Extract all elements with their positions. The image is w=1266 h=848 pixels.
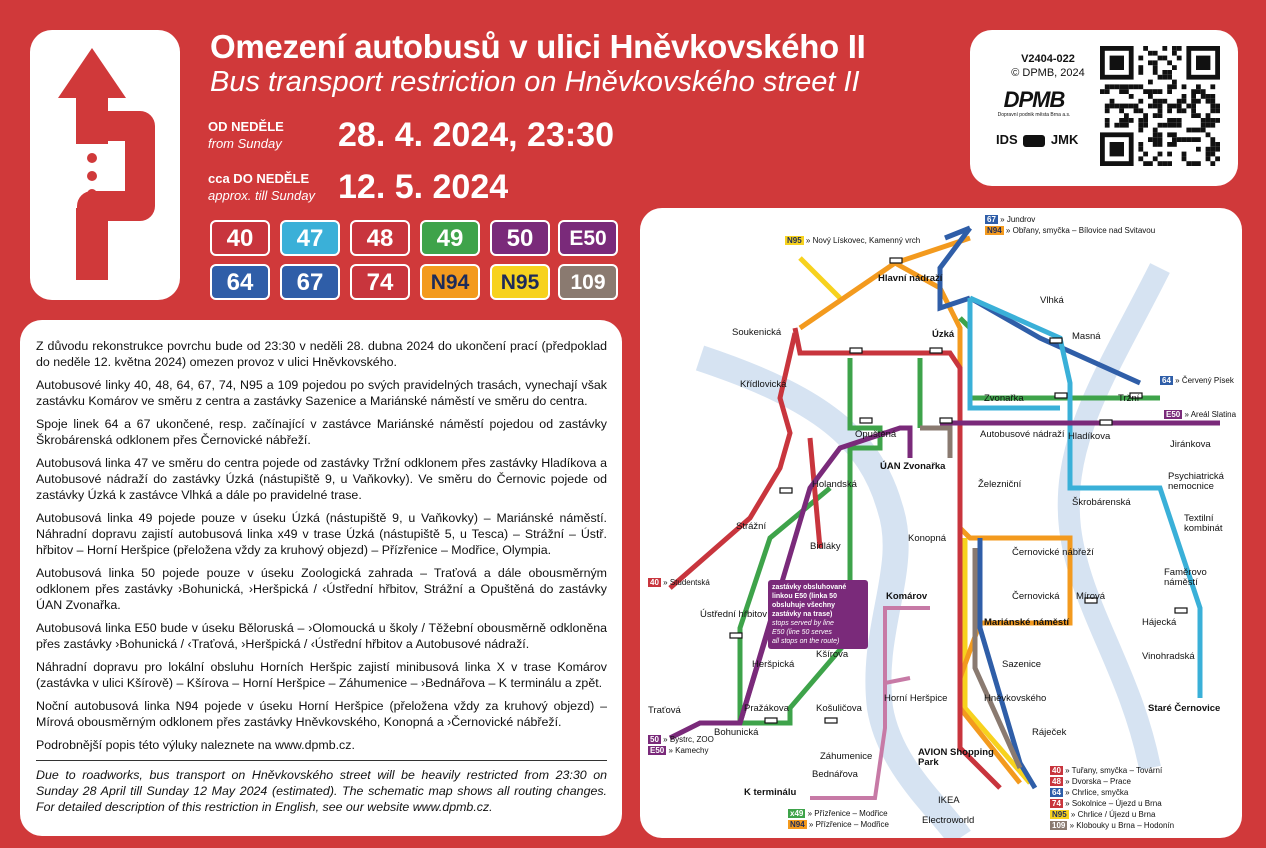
para-2: Autobusové linky 40, 48, 64, 67, 74, N95 a 109 pojedou po svých pravidelných trasách, vynechají však zastávku Komárov ve směru z centra a zastávky Sazenice a Mariánské náměstí ve směru do centra. xyxy=(36,378,607,408)
stop-stare-cernovice: Staré Černovice xyxy=(1148,703,1221,714)
line-badge-47: 47 xyxy=(280,220,340,256)
stop-avion: AVION Shopping Park xyxy=(918,747,994,768)
line-badge-64: 64 xyxy=(210,264,270,300)
stop-soukenicka: Soukenická xyxy=(732,327,782,338)
from-label-en: from Sunday xyxy=(208,136,282,151)
terminal-dvorska: » Dvorska – Prace xyxy=(1065,777,1131,786)
stop-hnevkovskeho: Hněvkovského xyxy=(984,693,1047,704)
stop-kosulicova: Košuličova xyxy=(816,703,862,714)
stop-zahumenice: Záhumenice xyxy=(820,751,873,762)
e50-note-l1: zastávky obsluhované xyxy=(772,584,847,591)
e50-note-l2: linkou E50 (linka 50 xyxy=(772,593,837,600)
terminal-chrlice-ujezd: » Chrlice / Újezd u Brna xyxy=(1070,810,1156,819)
stop-hlavni-nadrazi: Hlavní nádraží xyxy=(878,273,943,284)
restriction-logo-panel xyxy=(30,30,180,300)
terminal-n94-modrice: » Přízřenice – Modřice xyxy=(808,820,889,829)
description-panel xyxy=(20,320,622,836)
title-czech: Omezení autobusů v ulici Hněvkovského II xyxy=(210,28,866,65)
para-4: Autobusová linka 47 ve směru do centra pojede od zastávky Tržní odklonem přes zastávky Hladíkova a Autobusové nádraží do zastávky Úzká (nástupiště 9, u Vaňkovky). Ve směru do Černovic pojede od zastávky Úzká k zastávce Vlhká a dále po pravidelné trase. xyxy=(36,456,607,502)
divider xyxy=(36,760,607,761)
terminal-e50: E50 » Areál Slatina xyxy=(1166,410,1237,419)
stop-masna: Masná xyxy=(1072,331,1101,342)
stop-krdlovicka: Křídlovická xyxy=(740,379,787,390)
terminal-slatina: » Areál Slatina xyxy=(1184,410,1237,419)
line-badge-e50: E50 xyxy=(558,220,618,256)
stop-uan-zvonarka: ÚAN Zvonařka xyxy=(880,461,946,472)
stop-holandska: Holandská xyxy=(812,479,857,490)
stop-hajecka: Hájecká xyxy=(1142,617,1177,628)
stop-cernovicke-nabrezi: Černovické nábřeží xyxy=(1012,547,1094,558)
terminal-novy-liskovec: » Nový Lískovec, Kamenný vrch xyxy=(805,236,921,245)
schematic-map xyxy=(640,208,1242,838)
para-7: Autobusová linka E50 bude v úseku Běloruská – ›Olomoucká u školy / Těžební obousměrně odkloněna přes zastávky ›Bohunická / ‹Traťová, ›Heršpická / ‹Ústřední hřbitov a Autobusové nádraží. xyxy=(36,621,607,651)
line-badge-109: 109 xyxy=(558,264,618,300)
dpmb-logo-sub: Dopravní podnik města Brna a.s. xyxy=(997,112,1071,118)
title-english: Bus transport restriction on Hněvkovského street II xyxy=(210,66,860,98)
stop-psychiatricka: Psychiatrická nemocnice xyxy=(1168,471,1224,492)
para-10: Podrobnější popis této výluky naleznete na www.dpmb.cz. xyxy=(36,738,355,752)
terminal-turany: » Tuřany, smyčka – Tovární xyxy=(1065,766,1163,775)
from-label-cz: OD NEDĚLE xyxy=(208,119,284,134)
terminal-64: 64 » Červený Písek xyxy=(1162,376,1234,385)
line-badge-n94: N94 xyxy=(420,264,480,300)
line-badge-74: 74 xyxy=(350,264,410,300)
stop-bidlaky: Bidláky xyxy=(810,541,841,552)
detour-arrow-icon xyxy=(30,30,180,300)
from-date: 28. 4. 2024, 23:30 xyxy=(338,116,615,154)
stop-ustredni: Ústřední hřbitov xyxy=(700,609,768,620)
para-3: Spoje linek 64 a 67 ukončené, resp. začínající v zastávce Mariánské náměstí pojedou od zastávky Škrobárenská odklonem přes Černovické nábřeží. xyxy=(36,417,607,447)
e50-note-l4: zastávky na trase) xyxy=(772,611,833,618)
stop-tratova: Traťová xyxy=(648,705,681,716)
from-label xyxy=(208,118,284,152)
terminal-studentska: » Studentská xyxy=(663,578,710,587)
terminal-x49: » Přízřenice – Modřice xyxy=(807,809,888,818)
stop-konopna: Konopná xyxy=(908,533,947,544)
train-icon xyxy=(1023,135,1045,147)
stop-vlhka: Vlhká xyxy=(1040,295,1064,306)
notice-code: V2404-022 xyxy=(1021,53,1075,65)
stop-prazakova: Pražákova xyxy=(744,703,789,714)
terminal-40: 40 » Studentská xyxy=(650,578,710,587)
e50-note-l7: all stops on the route) xyxy=(772,638,840,645)
stop-vinohradska: Vinohradská xyxy=(1142,651,1195,662)
stop-bohunicka: Bohunická xyxy=(714,727,759,738)
to-label-cz: cca DO NEDĚLE xyxy=(208,171,310,186)
notice-code-block xyxy=(1008,52,1088,80)
stop-komarov: Komárov xyxy=(886,591,928,602)
terminal-cerveny-pisek: » Červený Písek xyxy=(1175,376,1234,385)
line-badge-50: 50 xyxy=(490,220,550,256)
stop-ksirova: Kšírova xyxy=(816,649,849,660)
terminal-sokolnice: » Sokolnice – Újezd u Brna xyxy=(1065,799,1162,808)
e50-note xyxy=(768,580,868,649)
stop-skrobarenska: Škrobárenská xyxy=(1072,497,1131,508)
para-5: Autobusová linka 49 pojede pouze v úseku Úzká (nástupiště 9, u Vaňkovky) – Mariánské náměstí. Náhradní dopravu zajistí autobusová linka x49 v trase Úzká (nástupiště 5, u Tesca) – Strážní – Ústř. hřbitov – Horní Heršpice (přeložena vždy za kruhový objezd) – Přízřenice – Modřice, Olympia. xyxy=(36,511,607,557)
line-badge-49: 49 xyxy=(420,220,480,256)
stop-famerovo: Faměrovo náměstí xyxy=(1164,567,1207,588)
e50-note-l3: obsluhuje všechny xyxy=(772,602,836,609)
stop-rajecek: Ráječek xyxy=(1032,727,1067,738)
ids-jmk-logo xyxy=(996,132,1078,147)
stop-k-terminalu: K terminálu xyxy=(744,787,797,798)
para-8: Náhradní dopravu pro lokální obsluhu Horních Heršpic zajistí minibusová linka X v trase Komárov (zastávka v ulici Kšírově) – Kšírova – Horní Heršpice – Záhumenice – ›Bednářova – K terminálu a zpět. xyxy=(36,660,607,690)
e50-note-l6: E50 (line 50 serves xyxy=(772,629,832,636)
stop-electroworld: Electroworld xyxy=(922,815,975,826)
info-panel xyxy=(970,30,1238,186)
english-summary: Due to roadworks, bus transport on Hněvkovského street will be heavily restricted from 23:30 on Sunday 28 April till Sunday 12 May 2024 (estimated). The schematic map shows all routing changes. For detailed description of this restriction in English, see our website www.dpmb.cz. xyxy=(36,768,607,814)
terminals-bottom-left: 50 » Bystrc, ZOO E50 » Kamechy xyxy=(650,735,714,755)
dpmb-logo-text: DPMB xyxy=(1003,87,1065,112)
terminal-chrlice: » Chrlice, smyčka xyxy=(1065,788,1129,797)
para-6: Autobusová linka 50 pojede pouze v úseku Zoologická zahrada – Traťová a dále obousměrným odklonem přes zastávky ›Bohunická, ›Heršpická / ‹Ústřední hřbitov, Strážní a Opuštěná do zastávky ÚAN Zvonařka. xyxy=(36,566,607,612)
stop-horni-hersice: Horní Heršpice xyxy=(884,693,948,704)
river-svitava xyxy=(1069,268,1160,768)
stop-strazni: Strážní xyxy=(736,521,767,532)
to-date: 12. 5. 2024 xyxy=(338,168,509,206)
to-label-en: approx. till Sunday xyxy=(208,188,315,203)
stop-textilni: Textilní kombinát xyxy=(1184,513,1223,534)
stop-zelezniční: Železniční xyxy=(978,479,1022,490)
terminal-n95: N95 » Nový Lískovec, Kamenný vrch xyxy=(787,236,921,245)
line-badge-48: 48 xyxy=(350,220,410,256)
terminal-obrany: » Obřany, smyčka – Bílovice nad Svitavou xyxy=(1005,226,1156,235)
line-badge-67: 67 xyxy=(280,264,340,300)
stop-hladikova: Hladíkova xyxy=(1068,431,1111,442)
terminal-jundrov: » Jundrov xyxy=(1000,215,1036,224)
stop-ikea: IKEA xyxy=(938,795,960,806)
to-label xyxy=(208,170,315,204)
stop-bednarova: Bednářova xyxy=(812,769,858,780)
line-badge-40: 40 xyxy=(210,220,270,256)
schematic-map-panel xyxy=(640,208,1242,838)
terminals-bottom-right: 40 » Tuřany, smyčka – Tovární 48 » Dvorska – Prace 64 » Chrlice, smyčka 74 » Sokolnice – Újezd u Brna N95 » Chrlice / Újezd u Brna 109 » Klobouky u Brna – Hodonín xyxy=(1052,766,1175,830)
para-1: Z důvodu rekonstrukce povrchu bude od 23:30 v neděli 28. dubna 2024 do ukončení prací (předpoklad do neděle 12. května 2024) omezen provoz v ulici Hněvkovského. xyxy=(36,339,607,369)
line-badge-n95: N95 xyxy=(490,264,550,300)
terminal-kamechy: » Kamechy xyxy=(668,746,709,755)
e50-note-l5: stops served by line xyxy=(772,620,834,627)
ids-logo-left: IDS xyxy=(996,132,1018,147)
stop-jirankova: Jiránkova xyxy=(1170,439,1211,450)
terminal-bystrc: » Bystrc, ZOO xyxy=(663,735,714,744)
ids-logo-right: JMK xyxy=(1050,132,1079,147)
qr-code-icon[interactable] xyxy=(1100,46,1220,166)
terminals-bottom: x49 » Přízřenice – Modřice N94 » Přízřenice – Modřice xyxy=(790,809,889,829)
stop-mirova: Mírová xyxy=(1076,591,1106,602)
stop-sazenice: Sazenice xyxy=(1002,659,1042,670)
stop-cernovicka: Černovická xyxy=(1012,591,1060,602)
terminal-klobouky: » Klobouky u Brna – Hodonín xyxy=(1069,821,1175,830)
copyright: © DPMB, 2024 xyxy=(1011,67,1085,79)
dpmb-logo xyxy=(994,88,1074,119)
stop-hersicka: Heršpická xyxy=(752,659,795,670)
stop-uzka: Úzká xyxy=(932,329,955,340)
stop-autobusove-nadrazi: Autobusové nádraží xyxy=(980,429,1065,440)
stop-zvonarka: Zvonařka xyxy=(984,393,1024,404)
stop-opustena: Opuštěná xyxy=(855,429,897,440)
terminals-top-right: 67 » Jundrov N94 » Obřany, smyčka – Bílovice nad Svitavou xyxy=(987,215,1156,235)
stop-marianske: Mariánské náměstí xyxy=(984,617,1070,628)
stop-trzni: Tržní xyxy=(1118,393,1140,404)
para-9: Noční autobusová linka N94 pojede v úseku Horní Heršpice (přeložena vždy za kruhový objezd) – Mírová obousměrným odklonem přes zastávky Hněvkovského, Konopná a ›Černovické nábřeží. xyxy=(36,699,607,729)
